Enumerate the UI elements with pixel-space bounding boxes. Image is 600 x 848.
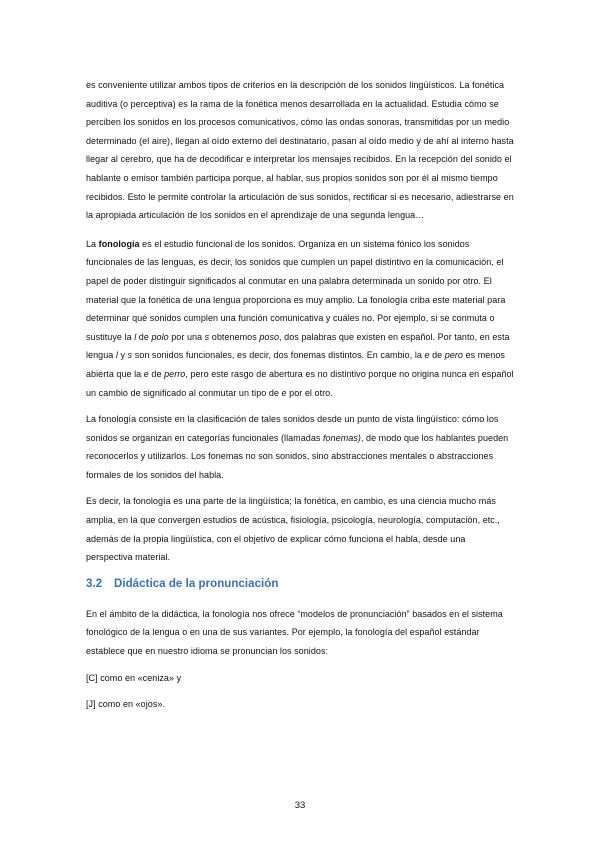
text-run: de <box>148 368 165 379</box>
italic-text-run: fonemas) <box>323 432 361 443</box>
text-run: , dos palabras que existen en español. Por tanto, en esta lengua <box>86 331 510 361</box>
paragraph <box>86 492 514 566</box>
text-run: [C] como en «ceniza» y <box>86 672 182 683</box>
section-number: 3.2 <box>86 577 103 590</box>
italic-text-run: polo <box>151 331 169 342</box>
page-number: 33 <box>294 800 306 811</box>
text-run: por el otro. <box>286 387 333 398</box>
paragraph <box>86 410 514 484</box>
italic-text-run: l <box>134 331 137 342</box>
text-run: En el ámbito de la didáctica, la fonología nos ofrece “modelos de pronunciación” basados en el sistema fonológico de la lengua o en una de sus variantes. Por ejemplo, la fonología del español estándar establece que en nuestro idioma se pronuncian los sonidos: <box>86 608 503 657</box>
paragraph <box>86 695 514 714</box>
text-run: [J] como en «ojos». <box>86 699 165 710</box>
paragraph <box>86 669 514 688</box>
text-run: Es decir, la fonología es una parte de la lingüística; la fonética, en cambio, es una ciencia mucho más amplia, en la que convergen estudios de acústica, fisiología, psicología, neurología, computación, etc., además de la propia lingüística, con el objetivo de explicar cómo funciona el habla, desde una perspectiva material. <box>86 496 500 563</box>
text-run: y <box>117 350 128 361</box>
paragraph <box>86 605 514 661</box>
italic-text-run: poso <box>259 331 280 342</box>
italic-text-run: s <box>204 331 210 342</box>
text-run: es el estudio funcional de los sonidos. Organiza en un sistema fónico los sonidos funcionales de las lenguas, es decir, los sonidos que cumplen un papel distintivo en la comunicación, el papel de poder distinguir significados al conmutar en una palabra determinada un sonido por otro. El material que la fonética de una lengua proporciona es muy amplio. La fonología criba este material para determinar qué sonidos cumplen una función comunicativa y cuáles no. Por ejemplo, si se conmuta o sustituye la <box>86 238 506 342</box>
text-run: , pero este rasgo de abertura es no distintivo porque no origina nunca en español un cambio de significado al conmutar un tipo de <box>86 368 514 398</box>
italic-text-run: e <box>281 387 287 398</box>
paragraph <box>86 76 514 225</box>
text-run: obtenemos <box>209 331 260 342</box>
text-run: es conveniente utilizar ambos tipos de criterios en la descripción de los sonidos lingüísticos. La fonética auditiva (o perceptiva) es la rama de la fonética menos desarrollada en la actualidad. Estudia cómo se perciben los sonidos en los procesos comunicativos, cómo las ondas sonoras, transmitidas por un medio determinado (el aire), llegan al oído externo del destinatario, pasan al oído medio y de ahí al interno hasta llegar al cerebro, que ha de decodificar e interpretar los mensajes recibidos. En la recepción del sonido el hablante o emisor también participa porque, al hablar, sus propios sonidos son por él al mismo tiempo recibidos. Esto le permite controlar la articulación de sus sonidos, rectificar si es necesario, adiestrarse en la apropiada articulación de los sonidos en el aprendizaje de una segunda lengua… <box>86 80 514 221</box>
bold-text-run: fonología <box>98 238 140 249</box>
body-text-before-heading <box>86 76 514 567</box>
text-run: La fonología consiste en la clasificación de tales sonidos desde un punto de vista lingüístico: cómo los sonidos se organizan en categorías funcionales (llamadas <box>86 414 499 443</box>
text-run: son sonidos funcionales, es decir, dos fonemas distintos. En cambio, la <box>132 350 425 361</box>
italic-text-run: s <box>127 350 133 361</box>
italic-text-run: e <box>424 350 430 361</box>
text-run: por una <box>168 331 205 342</box>
italic-text-run: l <box>115 350 118 361</box>
text-run: de <box>429 350 445 361</box>
text-run: de <box>136 331 152 342</box>
italic-text-run: e <box>143 368 149 379</box>
italic-text-run: perro <box>164 368 186 379</box>
body-text-after-heading <box>86 605 514 714</box>
text-run: es menos abierta que la <box>86 350 505 379</box>
page-content <box>86 76 514 722</box>
text-run: , de modo que los hablantes pueden reconocerlos y utilizarlos. Los fonemas no son sonidos, sino abstracciones mentales o abstracciones formales de los sonidos del habla. <box>86 432 509 480</box>
section-title: Didáctica de la pronunciación <box>114 577 279 590</box>
italic-text-run: pero <box>444 350 463 361</box>
section-heading <box>86 575 514 593</box>
paragraph <box>86 235 514 402</box>
text-run: La <box>86 238 99 249</box>
